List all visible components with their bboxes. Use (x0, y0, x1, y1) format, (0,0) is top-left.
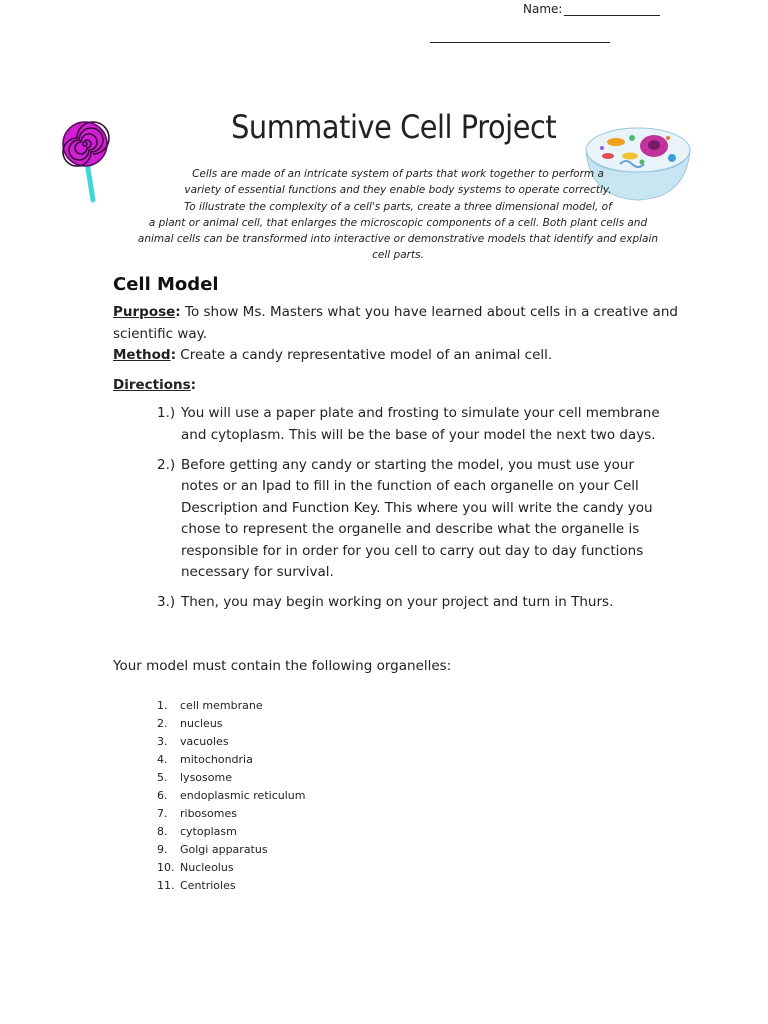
intro-line: animal cells can be transformed into interactive or demonstrative models that identify and explain (137, 233, 659, 246)
section-heading: Cell Model (113, 274, 219, 295)
list-item: 4. mitochondria (157, 753, 253, 766)
method-text: Create a candy representative model of an animal cell. (176, 347, 553, 363)
list-item: 8. cytoplasm (157, 825, 237, 838)
directions-list (157, 403, 667, 622)
intro-line: variety of essential functions and they enable body systems to operate correctly. (184, 184, 612, 197)
name-label: Name: (523, 2, 563, 16)
organelles-intro: Your model must contain the following organelles: (113, 658, 452, 674)
list-item: 11. Centrioles (157, 879, 236, 892)
name-blank (564, 3, 660, 16)
directions-heading: Directions: (113, 377, 197, 393)
organelle-list (157, 697, 305, 895)
method-label: Method (113, 347, 171, 363)
intro-line: a plant or animal cell, that enlarges the microscopic components of a cell. Both plant cells and (148, 216, 648, 229)
intro-line: cell parts. (372, 249, 424, 262)
list-item: 1. cell membrane (157, 699, 263, 712)
list-item: 10. Nucleolus (157, 861, 234, 874)
directions-label: Directions (113, 377, 191, 393)
list-item: 3.) Then, you may begin working on your project and turn in Thurs. (157, 594, 614, 610)
method-paragraph: Method: Create a candy representative model of an animal cell. (113, 347, 553, 363)
name-field (523, 2, 660, 16)
purpose-text: To show Ms. Masters what you have learned about cells in a creative and scientific way. (113, 304, 678, 342)
list-item: 7. ribosomes (157, 807, 237, 820)
list-item: 6. endoplasmic reticulum (157, 789, 306, 802)
list-item: 2.) Before getting any candy or starting the model, you must use your notes or an Ipad to fill in the function of each organelle on your Cell Description and Function Key. This where you will write the candy you chose to represent the organelle and describe what the organelle is responsible for in order for you cell to carry out day to day functions necessary for survival. (157, 456, 653, 580)
intro-paragraph (130, 166, 666, 264)
list-item: 5. lysosome (157, 771, 232, 784)
purpose-label: Purpose (113, 304, 176, 320)
blank-line (430, 42, 610, 43)
intro-line: To illustrate the complexity of a cell's parts, create a three dimensional model, of (184, 200, 612, 213)
list-item: 1.) You will use a paper plate and frosting to simulate your cell membrane and cytoplasm. This will be the base of your model the next two days. (157, 405, 660, 443)
page-title: Summative Cell Project (231, 108, 557, 146)
intro-line: Cells are made of an intricate system of parts that work together to perform a (192, 168, 604, 180)
list-item: 2. nucleus (157, 717, 223, 730)
list-item: 9. Golgi apparatus (157, 843, 268, 856)
purpose-paragraph: Purpose: To show Ms. Masters what you have learned about cells in a creative and scientific way. (113, 304, 678, 342)
list-item: 3. vacuoles (157, 735, 229, 748)
